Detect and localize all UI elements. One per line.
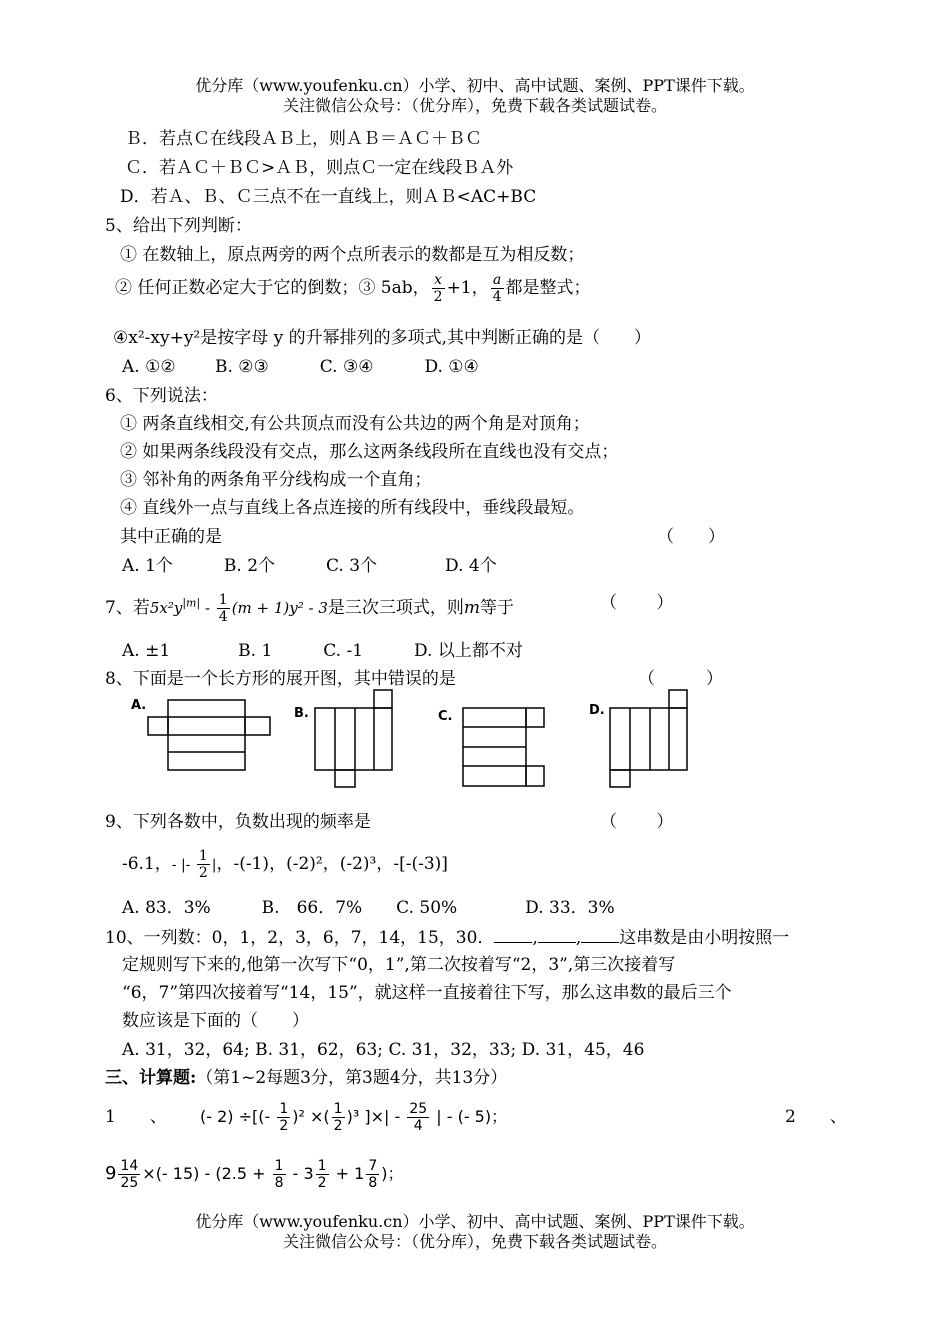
q7-expr-c: (m + 1)y² - 3	[231, 599, 328, 617]
q5-s2-mid: +1，	[446, 278, 489, 298]
q5-options: A. ①② B. ②③ C. ③④ D. ①④	[122, 357, 479, 377]
section-3-note: （第1~2每题3分，第3题4分，共13分）	[196, 1068, 508, 1088]
q7-pre: 7、若	[105, 598, 150, 618]
p2-frac-2-den: 8	[274, 1175, 284, 1191]
p1-frac-1-den: 2	[279, 1118, 289, 1134]
q7-post2: 等于	[480, 598, 515, 618]
q7-answer-paren: （ ）	[600, 593, 674, 613]
p2-frac-1-num: 14	[120, 1158, 139, 1174]
q10-line-1	[105, 926, 789, 949]
q5-frac2-den: 4	[492, 289, 502, 305]
p1-frac-1-num: 1	[279, 1101, 289, 1117]
q9-fraction	[197, 848, 210, 881]
p2-part-e: )；	[381, 1164, 404, 1183]
p1-frac-2-den: 2	[333, 1118, 343, 1134]
p2-part-b: ×(- 15) - (2.5 +	[142, 1164, 271, 1183]
q7-frac-num: 1	[218, 592, 228, 608]
q6-answer-paren: （ ）	[657, 527, 725, 547]
net-d	[610, 690, 687, 787]
q7-expr-b: -	[200, 599, 215, 617]
net-a-label: A.	[131, 698, 147, 713]
p2-frac-2	[273, 1158, 286, 1191]
q7-options: A. ±1 B. 1 C. -1 D. 以上都不对	[122, 641, 523, 661]
q5-frac2-num: a	[491, 272, 504, 289]
q6-statement-4: ④ 直线外一点与直线上各点连接的所有线段中，垂线段最短。	[120, 498, 585, 518]
p1-frac-2	[332, 1101, 345, 1134]
q10-blank-1	[494, 926, 532, 943]
q8-stem: 8、下面是一个长方形的展开图，其中错误的是	[105, 669, 456, 689]
q6-options: A. 1个 B. 2个 C. 3个 D. 4个	[122, 556, 497, 576]
q6-statement-2: ② 如果两条线段没有交点，那么这两条线段所在直线也没有交点；	[120, 442, 619, 462]
p2-part-a: 9	[105, 1163, 117, 1184]
header-line-2: 关注微信公众号：（优分库），免费下载各类试题试卷。	[282, 96, 667, 115]
p1-frac-3-den: 4	[413, 1118, 423, 1134]
q9-answer-paren: （ ）	[600, 812, 674, 832]
q5-frac1-den: 2	[433, 289, 443, 305]
q6-stem: 6、下列说法：	[105, 386, 218, 406]
problem-2-expression	[105, 1152, 404, 1196]
p2-frac-3-den: 2	[317, 1175, 327, 1191]
p2-frac-4-num: 7	[368, 1158, 378, 1174]
q6-statement-3: ③ 邻补角的两条角平分线构成一个直角；	[120, 470, 432, 490]
p2-part-c: - 3	[287, 1164, 314, 1183]
q10-l1-post: 这串数是由小明按照一	[619, 928, 790, 948]
p2-frac-4-den: 8	[368, 1175, 378, 1191]
p2-frac-4	[366, 1158, 379, 1191]
p2-frac-3-num: 1	[317, 1158, 327, 1174]
problem-1-label: 1 、	[105, 1107, 167, 1127]
p1-part-c: )³ ]×| -	[346, 1107, 406, 1126]
p1-part-d: | - (- 5)；	[431, 1107, 508, 1126]
p1-frac-2-num: 1	[333, 1101, 343, 1117]
q9-abs-post: |	[211, 857, 217, 873]
q9-frac-num: 1	[198, 848, 208, 864]
q7-frac-den: 4	[218, 609, 228, 625]
q10-sep-2: ,	[575, 928, 582, 948]
q9-options: A. 83．3% B. 66．7% C. 50% D. 33．3%	[122, 898, 615, 918]
q9-numbers	[122, 842, 448, 887]
header-line-1: 优分库（www.youfenku.cn）小学、初中、高中试题、案例、PPT课件下载。	[195, 76, 755, 95]
q5-s2-post: 都是整式；	[505, 278, 591, 298]
q6-statement-1: ① 两条直线相交,有公共顶点而没有公共边的两个角是对顶角；	[120, 414, 590, 434]
q5-frac1-num: x	[432, 272, 445, 289]
p2-frac-1-den: 25	[120, 1175, 139, 1191]
q7-var: m	[463, 598, 481, 618]
q7-expr-exp: |m|	[182, 596, 201, 610]
q9-abs-pre: - |-	[171, 857, 195, 873]
q4-option-c: Ｃ．若ＡＣ＋ＢＣ>ＡＢ，则点Ｃ一定在线段ＢＡ外	[125, 158, 514, 178]
q10-line-2: 定规则写下来的,他第一次写下“0，1”,第二次按着写“2，3”,第三次接着写	[122, 955, 676, 975]
net-b-label: B.	[294, 706, 309, 721]
p1-part-a: (- 2) ÷[(-	[200, 1107, 276, 1126]
net-c-label: C.	[438, 709, 453, 724]
section-3-heading	[105, 1067, 507, 1089]
q9-frac-den: 2	[198, 865, 208, 881]
problem-1-expression	[200, 1095, 507, 1139]
p2-part-d: + 1	[330, 1164, 365, 1183]
p1-frac-1	[277, 1101, 290, 1134]
q6-question: 其中正确的是	[120, 527, 222, 547]
q5-s2-pre: ② 任何正数必定大于它的倒数；③ 5ab，	[115, 278, 430, 298]
q10-blank-3	[581, 926, 619, 943]
footer-line-2: 关注微信公众号：（优分库），免费下载各类试题试卷。	[282, 1232, 667, 1251]
net-b	[315, 690, 392, 787]
q9-stem: 9、下列各数中，负数出现的频率是	[105, 812, 371, 832]
q10-line-3: “6，7”第四次接着写“14，15”，就这样一直接着往下写，那么这串数的最后三个	[122, 983, 732, 1003]
q10-l1-pre: 10、一列数：0，1，2，3，6，7，14，15，30．	[105, 928, 495, 948]
q7-expr-a: 5x²y	[149, 599, 183, 617]
q9-post: ，-(-1)，(-2)²，(-2)³，-[-(-3)]	[216, 854, 448, 874]
p2-frac-2-num: 1	[274, 1158, 284, 1174]
net-d-label: D.	[589, 703, 605, 718]
q7-post: 是三次三项式，则	[327, 598, 464, 618]
net-a	[148, 700, 270, 770]
p2-frac-3	[316, 1158, 329, 1191]
section-3-title: 三、计算题:	[105, 1068, 197, 1088]
p1-frac-3-num: 25	[409, 1101, 428, 1117]
p1-part-b: )² ×(	[292, 1107, 330, 1126]
q4-option-d: D．若Ａ、Ｂ、Ｃ三点不在一直线上，则ＡＢ<AC+BC	[120, 187, 537, 207]
problem-2-label: 2 、	[785, 1107, 847, 1127]
q5-stem: 5、给出下列判断：	[105, 216, 252, 236]
p2-frac-1	[118, 1158, 140, 1191]
q10-options: A. 31，32，64; B. 31，62，63; C. 31，32，33; D. 31，45，46	[122, 1040, 645, 1060]
q9-pre: -6.1，	[122, 854, 172, 874]
q5-statement-3: ④x²-xy+y²是按字母 y 的升幂排列的多项式,其中判断正确的是（ ）	[113, 328, 652, 348]
footer-line-1: 优分库（www.youfenku.cn）小学、初中、高中试题、案例、PPT课件下载。	[195, 1212, 755, 1231]
p1-frac-3	[407, 1101, 429, 1134]
q10-blank-2	[538, 926, 576, 943]
q10-sep-1: ,	[532, 928, 538, 948]
net-c	[463, 708, 544, 786]
q8-answer-paren: （ ）	[638, 669, 723, 689]
q5-statement-1: ① 在数轴上，原点两旁的两个点所表示的数都是互为相反数；	[120, 245, 585, 265]
q10-line-4: 数应该是下面的（ ）	[122, 1011, 309, 1031]
q4-option-b: Ｂ．若点Ｃ在线段ＡＢ上，则ＡＢ＝ＡＣ＋ＢＣ	[125, 129, 482, 149]
